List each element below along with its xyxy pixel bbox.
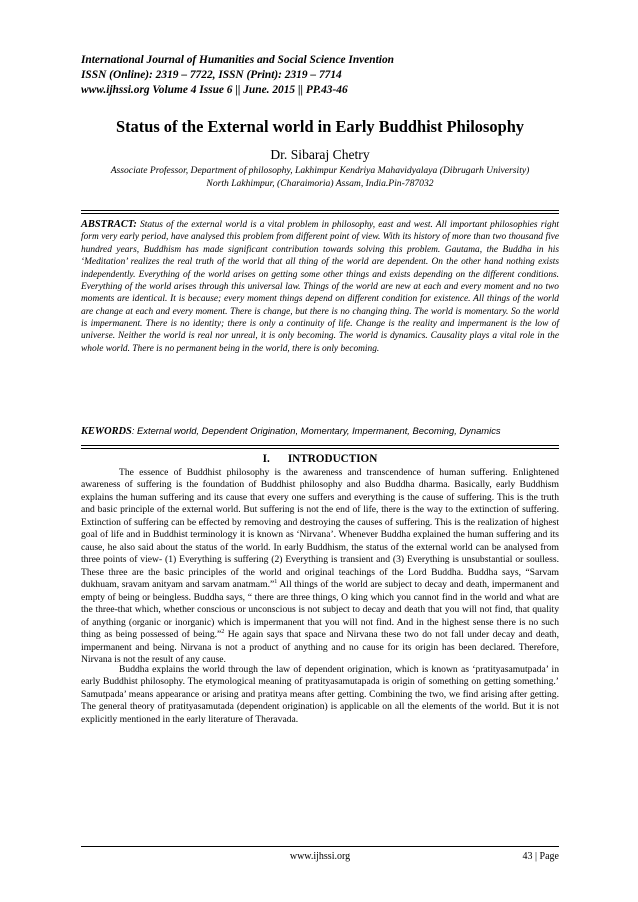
paper-author: Dr. Sibaraj Chetry [270,147,370,162]
author-affiliation [81,164,559,190]
journal-issue: www.ijhssi.org Volume 4 Issue 6 || June. 2015 || PP.43-46 [81,84,348,96]
section-heading [81,452,559,466]
keywords-text: : External world, Dependent Origination, Momentary, Impermanent, Becoming, Dynamics [131,425,501,436]
affiliation-line-1: Associate Professor, Department of philosophy, Lakhimpur Kendriya Mahavidyalaya (Dibrugarh University) [110,165,530,176]
abstract-top-rule [81,210,559,211]
abstract-label: ABSTRACT: [81,219,137,230]
abstract [81,219,559,355]
page-number: 43 | Page [522,851,559,862]
section-title: INTRODUCTION [287,453,378,465]
footer-rule [81,846,559,847]
body-paragraph-2: Buddha explains the world through the law of dependent origination, which is known as ‘pratityasamutpada’ in early Buddhist philosophy. The etymological meaning of pratityasamutapada is origin of something on getting something.’ Samutpada’ means appearance or arising and pratitya means after getting. Combining the two, we find arising after getting. The general theory of pratityasamutada (dependent origination) is applicable on all the elements of the world. But it is not explicitly mentioned in the early literature of Theravada. [81,664,559,725]
journal-header [81,53,561,98]
abstract-text: Status of the external world is a vital problem in philosophy, east and west. All important philosophies right form very early period, have analysed this problem from different point of view. With its history of more than two thousand five hundred years, Buddhism has made significant contribution towards solving this problem. Gautama, the Buddha in his ‘Meditation’ realizes the real truth of the world that all thing of the world are dependent. On the other hand nothing exists independently. Everything of the world arises on getting some other things and exists depending on the different conditions. Everything of the world arises through this universal law. Things of the world are new at each and every moment and no two moments are identical. It is because; every moment things depend on different condition for existence. All things of the world are change at each and every moment. There is change, but there is no changing thing. The world is momentary. So the world is impermanent. There is no identity; there is only a continuity of life. Change is the reality and impermanent is the low of universe. Neither the world is real nor unreal, it is only becoming. The world is dynamics. Causality plays a vital role in the whole world. There is no permanent being in the world, there is only becoming. [81,220,559,354]
paper-title: Status of the External world in Early Buddhist Philosophy [115,117,525,136]
affiliation-line-2: North Lakhimpur, (Charaimoria) Assam, India.Pin-787032 [206,178,434,189]
body-paragraph-1 [81,467,559,667]
section-number: I. [262,453,270,465]
para1-text-c: He again says that space and Nirvana these two do not fall under decay and death, impermanent and being. Nirvana is not a product of anything and no cause for its origin has been declared. Therefore, Nirvana is not the result of any cause. [81,629,559,666]
footnote-ref-1: 1 [274,579,278,586]
footnote-ref-2: 2 [221,628,225,635]
para1-text-a: The essence of Buddhist philosophy is the awareness and transcendence of human suffering. Enlightened awareness of suffering is the foundation of Buddhist philosophy and also Buddha dharma. Basically, early Buddhism explains the human suffering and its cause that every one suffers and everything is the cause of suffering. This is the truth and basic principle of the external world. But suffering is not the end of life, there is the way to the extinction of suffering. Extinction of suffering can be effected by removing and destroying the causes of suffering. This is the realization of highest goal of life and in Buddhist terminology it is known as ‘Nirvana’. Whenever Buddha explained the human suffering and its cause, he also said about the status of the world. In early Buddhism, the status of the external world can be analysed from three points of view- (1) Everything is suffering (2) Everything is transient and (3) Everything is unsubstantial or soulless. These three are the basic principles of the world and original teachings of the Lord Buddha. Buddha says, “Sarvam dukhuam, sravam anityam and sarvam anatmam.” [81,467,559,591]
keywords [81,424,559,438]
keywords-label: KEWORDS [81,426,132,437]
para1-text-b: All things of the world are subject to decay and death, impermanent and empty of being or beingless. Buddha says, “ there are three things, O king which you cannot find in the world and what are the three-that which, whether conscious or unconscious is not subject to decay and death that you will not find, that quality of anything (organic or inorganic) which is impermanent that you will not find. And in the highest sense there is no such thing as being possessed of being.” [81,579,560,641]
abstract-bottom-rule [81,445,559,446]
page-footer [81,850,559,864]
abstract-bottom-rule-2 [81,448,559,449]
journal-issn: ISSN (Online): 2319 – 7722, ISSN (Print): 2319 – 7714 [81,69,342,81]
footer-url: www.ijhssi.org [289,851,351,862]
abstract-top-rule-2 [81,213,559,214]
journal-name: International Journal of Humanities and Social Science Invention [81,54,394,66]
